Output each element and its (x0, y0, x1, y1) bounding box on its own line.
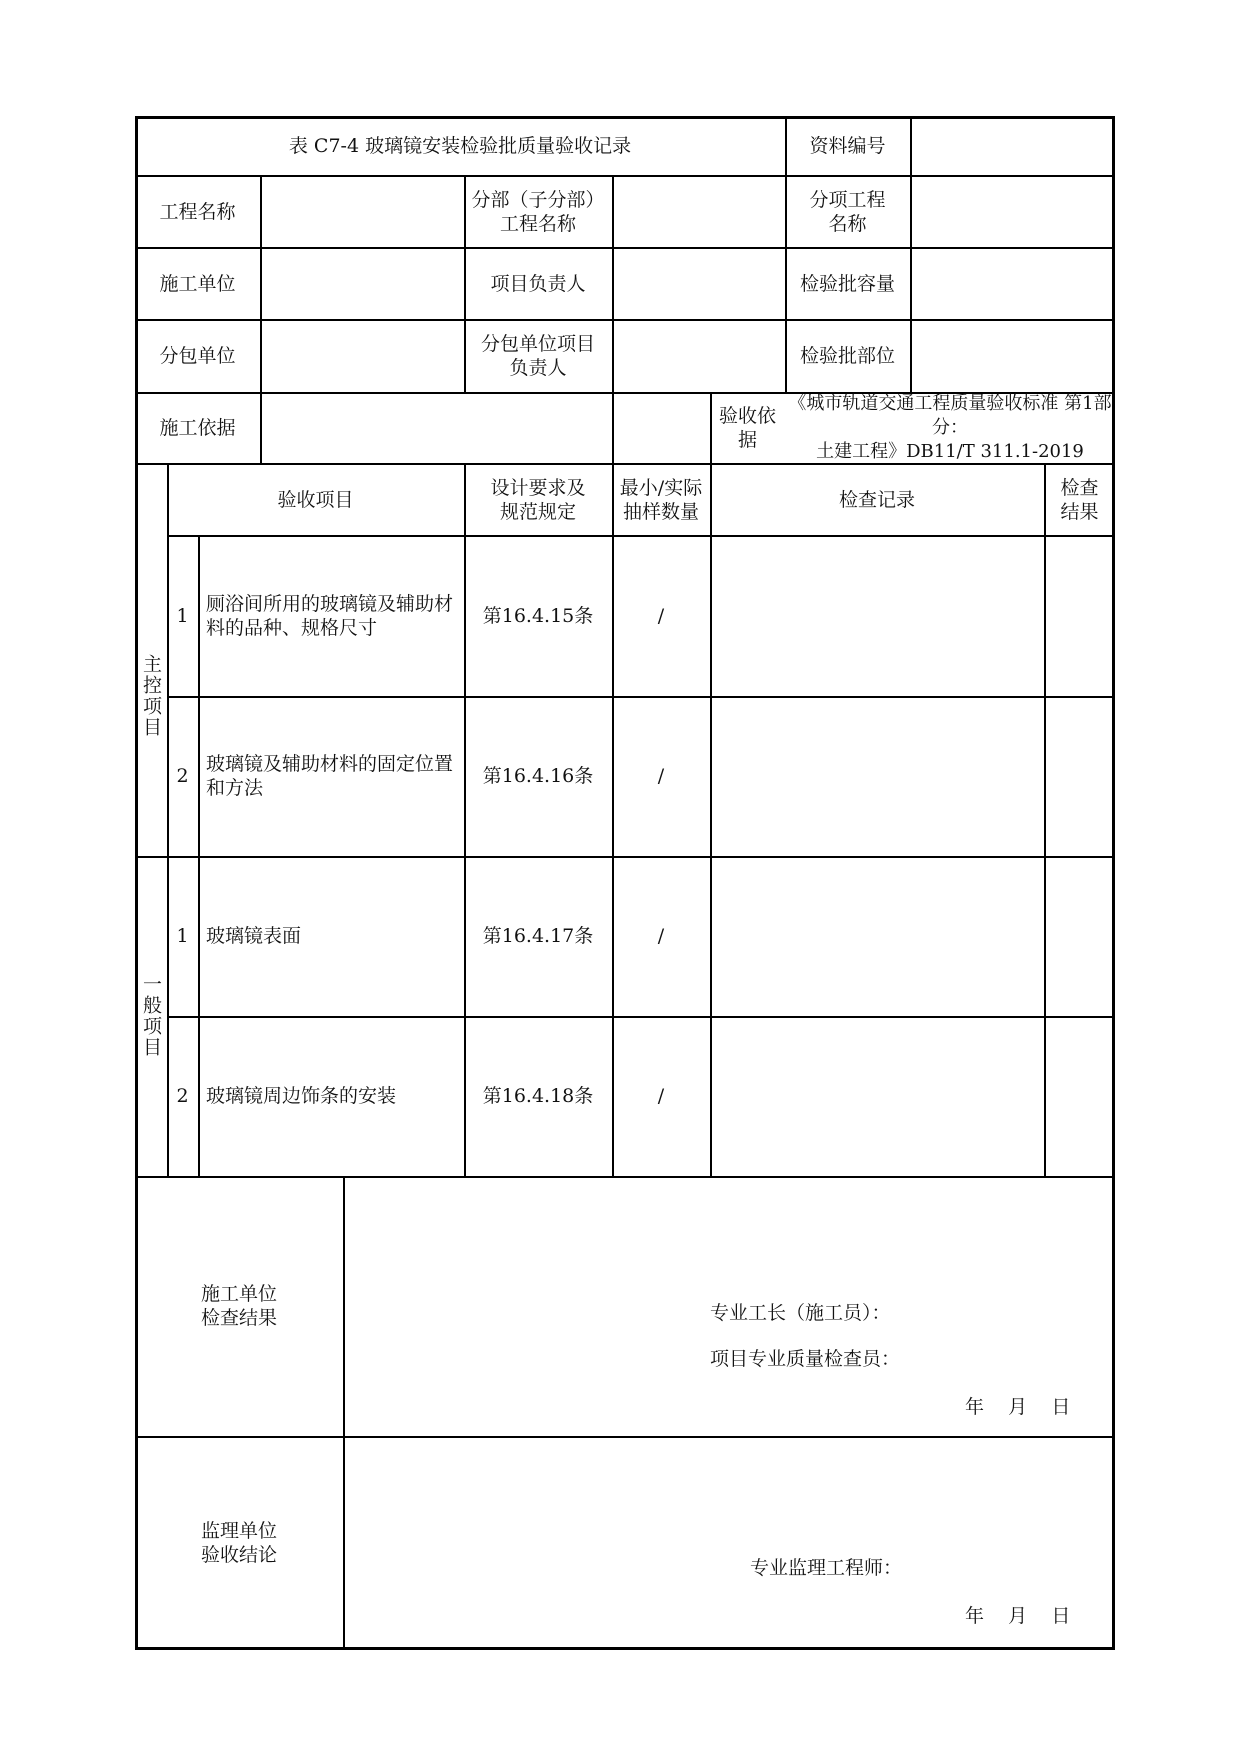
sub-leader-field[interactable] (614, 320, 785, 392)
item-description: 厕浴间所用的玻璃镜及辅助材料的品种、规格尺寸 (206, 593, 454, 639)
design-requirement-header: 设计要求及 规范规定 (490, 477, 586, 523)
batch-location-field[interactable] (912, 320, 1115, 392)
inspection-record-cell[interactable] (712, 856, 1044, 1016)
construction-basis-field[interactable] (262, 392, 710, 464)
row-number: 1 (176, 605, 189, 627)
batch-capacity-label: 检验批容量 (799, 273, 895, 295)
supervising-engineer-signature-label: 专业监理工程师： (750, 1557, 903, 1579)
clause-reference: 第16.4.15条 (482, 605, 594, 627)
doc-number-label: 资料编号 (809, 135, 886, 157)
inspection-record-header: 检查记录 (838, 489, 915, 511)
contractor-field[interactable] (262, 248, 464, 320)
subitem-name-label: 分项工程 名称 (809, 189, 886, 235)
row-number: 2 (176, 765, 189, 787)
acceptance-record-form (135, 116, 1115, 1650)
sample-quantity: / (657, 605, 665, 627)
contractor-check-label: 施工单位 检查结果 (200, 1283, 277, 1329)
project-leader-field[interactable] (614, 248, 785, 320)
contractor-label: 施工单位 (159, 273, 236, 295)
batch-location-label: 检验批部位 (799, 345, 895, 367)
foreman-signature-label: 专业工长（施工员）： (710, 1302, 891, 1324)
inspection-record-cell[interactable] (712, 536, 1044, 696)
acceptance-basis-value: 《城市轨道交通工程质量验收标准 第1部分： 土建工程》DB11/T 311.1-2019 (788, 393, 1112, 462)
project-name-field[interactable] (262, 176, 464, 248)
row-number: 2 (176, 1085, 189, 1107)
sample-quantity: / (657, 1085, 665, 1107)
sample-quantity: / (657, 925, 665, 947)
sub-leader-label: 分包单位项目 负责人 (480, 333, 595, 379)
inspection-result-cell[interactable] (1046, 536, 1115, 696)
supervisor-conclusion-label: 监理单位 验收结论 (200, 1520, 277, 1566)
acceptance-item-header: 验收项目 (277, 489, 354, 511)
item-description: 玻璃镜表面 (206, 925, 302, 947)
inspection-result-header: 检查 结果 (1060, 477, 1099, 523)
general-group-label: 一般项目 (140, 974, 162, 1058)
subcontractor-field[interactable] (262, 320, 464, 392)
subcontractor-label: 分包单位 (159, 345, 236, 367)
row-number: 1 (176, 925, 189, 947)
inspection-result-cell[interactable] (1046, 856, 1115, 1016)
acceptance-basis-label: 验收依据 (718, 405, 776, 451)
clause-reference: 第16.4.18条 (482, 1085, 594, 1107)
contractor-date: 年 月 日 (965, 1396, 1071, 1418)
quality-inspector-signature-label: 项目专业质量检查员： (710, 1348, 901, 1370)
division-name-label: 分部（子分部） 工程名称 (471, 189, 605, 235)
inspection-record-cell[interactable] (712, 1016, 1044, 1176)
supervisor-date: 年 月 日 (965, 1605, 1071, 1627)
main-control-group-label: 主控项目 (140, 654, 162, 738)
sample-quantity: / (657, 765, 665, 787)
inspection-result-cell[interactable] (1046, 696, 1115, 856)
subitem-name-field[interactable] (912, 176, 1115, 248)
clause-reference: 第16.4.17条 (482, 925, 594, 947)
batch-capacity-field[interactable] (912, 248, 1115, 320)
project-leader-label: 项目负责人 (490, 273, 586, 295)
division-name-field[interactable] (614, 176, 785, 248)
doc-number-field[interactable] (912, 116, 1115, 176)
form-title: 表 C7-4 玻璃镜安装检验批质量验收记录 (288, 135, 632, 157)
inspection-result-cell[interactable] (1046, 1016, 1115, 1176)
project-name-label: 工程名称 (159, 201, 236, 223)
clause-reference: 第16.4.16条 (482, 765, 594, 787)
item-description: 玻璃镜周边饰条的安装 (206, 1085, 397, 1107)
sample-quantity-header: 最小/实际 抽样数量 (619, 477, 703, 523)
item-description: 玻璃镜及辅助材料的固定位置和方法 (206, 753, 454, 799)
inspection-record-cell[interactable] (712, 696, 1044, 856)
construction-basis-label: 施工依据 (159, 417, 236, 439)
